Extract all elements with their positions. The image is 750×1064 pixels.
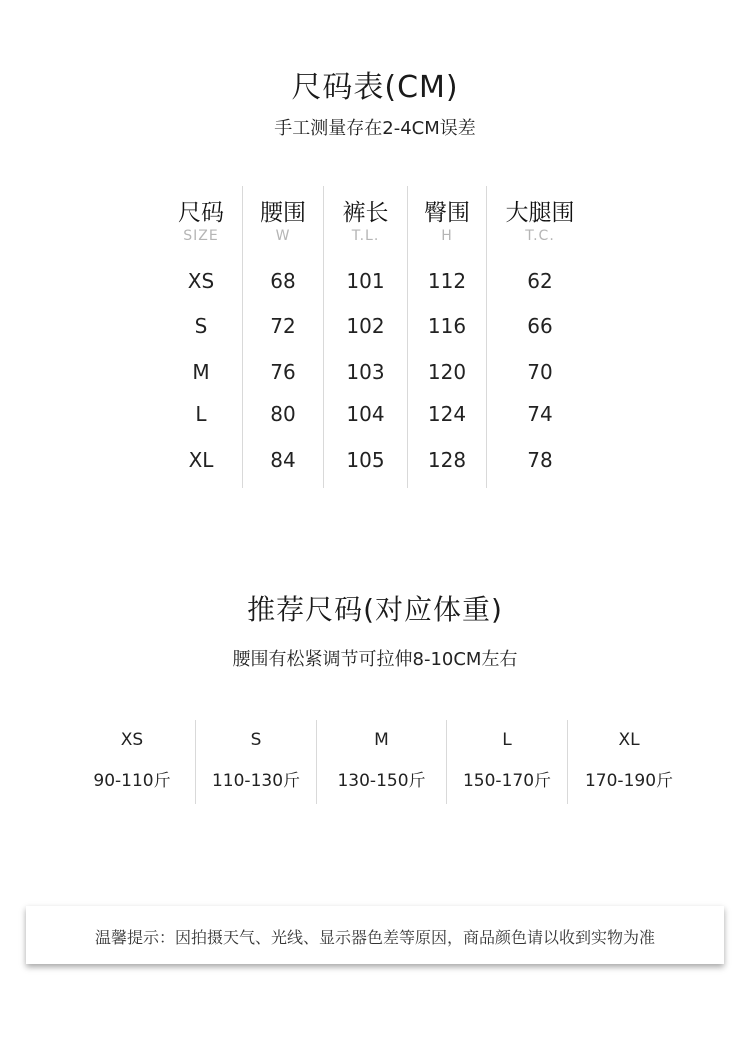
recommend-weight: 150-170斤: [462, 771, 552, 791]
notice-banner: [26, 906, 724, 964]
size-chart-table: [160, 186, 600, 488]
column-header: 尺码: [178, 200, 224, 226]
table-cell: 105: [346, 448, 385, 472]
recommend-item: [70, 720, 194, 804]
table-cell: M: [192, 360, 210, 384]
waist-column: [243, 186, 323, 488]
table-cell: S: [194, 314, 208, 338]
size-chart-subtitle: 手工测量存在2-4CM误差: [274, 118, 476, 139]
recommend-weight: 90-110斤: [93, 771, 171, 791]
table-cell: L: [195, 402, 207, 426]
column-header-en: T.L.: [351, 228, 380, 244]
column-header: 裤长: [342, 200, 389, 226]
recommend-size: XL: [618, 730, 640, 750]
recommend-size: S: [250, 730, 262, 750]
recommend-size: M: [374, 730, 389, 750]
table-cell: XL: [188, 448, 214, 472]
length-column: [324, 186, 407, 488]
table-cell: 80: [270, 402, 296, 426]
column-header-en: W: [275, 228, 291, 244]
hip-column: [408, 186, 486, 488]
column-header: 腰围: [260, 200, 306, 226]
table-cell: 103: [346, 360, 385, 384]
thigh-column: [487, 186, 593, 488]
table-cell: XS: [187, 269, 215, 293]
column-header-en: T.C.: [525, 228, 555, 244]
table-cell: 101: [346, 269, 385, 293]
notice-text: 温馨提示：因拍摄天气、光线、显示器色差等原因，商品颜色请以收到实物为准: [94, 928, 655, 947]
recommend-size: XS: [120, 730, 144, 750]
recommend-item: [447, 720, 567, 804]
recommend-size: L: [502, 730, 512, 750]
column-header-en: SIZE: [183, 228, 219, 244]
column-header-en: H: [441, 228, 453, 244]
table-cell: 128: [427, 448, 467, 472]
recommend-item: [568, 720, 690, 804]
table-cell: 68: [270, 269, 296, 293]
recommend-weight: 110-130斤: [211, 771, 301, 791]
column-header: 臀围: [424, 200, 470, 226]
recommend-subtitle: 腰围有松紧调节可拉伸8-10CM左右: [232, 649, 518, 670]
table-cell: 116: [427, 314, 467, 338]
table-cell: 70: [527, 360, 553, 384]
column-header: 大腿围: [505, 200, 575, 226]
table-cell: 112: [427, 269, 467, 293]
table-cell: 84: [270, 448, 296, 472]
table-cell: 66: [527, 314, 553, 338]
table-cell: 74: [527, 402, 553, 426]
table-cell: 78: [527, 448, 553, 472]
table-cell: 124: [427, 402, 467, 426]
table-cell: 104: [346, 402, 385, 426]
recommend-table: [70, 720, 690, 804]
recommend-title: 推荐尺码(对应体重): [247, 593, 503, 626]
recommend-item: [317, 720, 446, 804]
size-column: [160, 186, 242, 488]
recommend-weight: 170-190斤: [584, 771, 674, 791]
recommend-weight: 130-150斤: [337, 771, 426, 791]
table-cell: 62: [527, 269, 553, 293]
table-cell: 72: [270, 314, 296, 338]
table-cell: 120: [427, 360, 467, 384]
size-chart-title: 尺码表(CM): [291, 70, 459, 105]
table-cell: 102: [346, 314, 385, 338]
table-cell: 76: [270, 360, 296, 384]
recommend-item: [196, 720, 316, 804]
